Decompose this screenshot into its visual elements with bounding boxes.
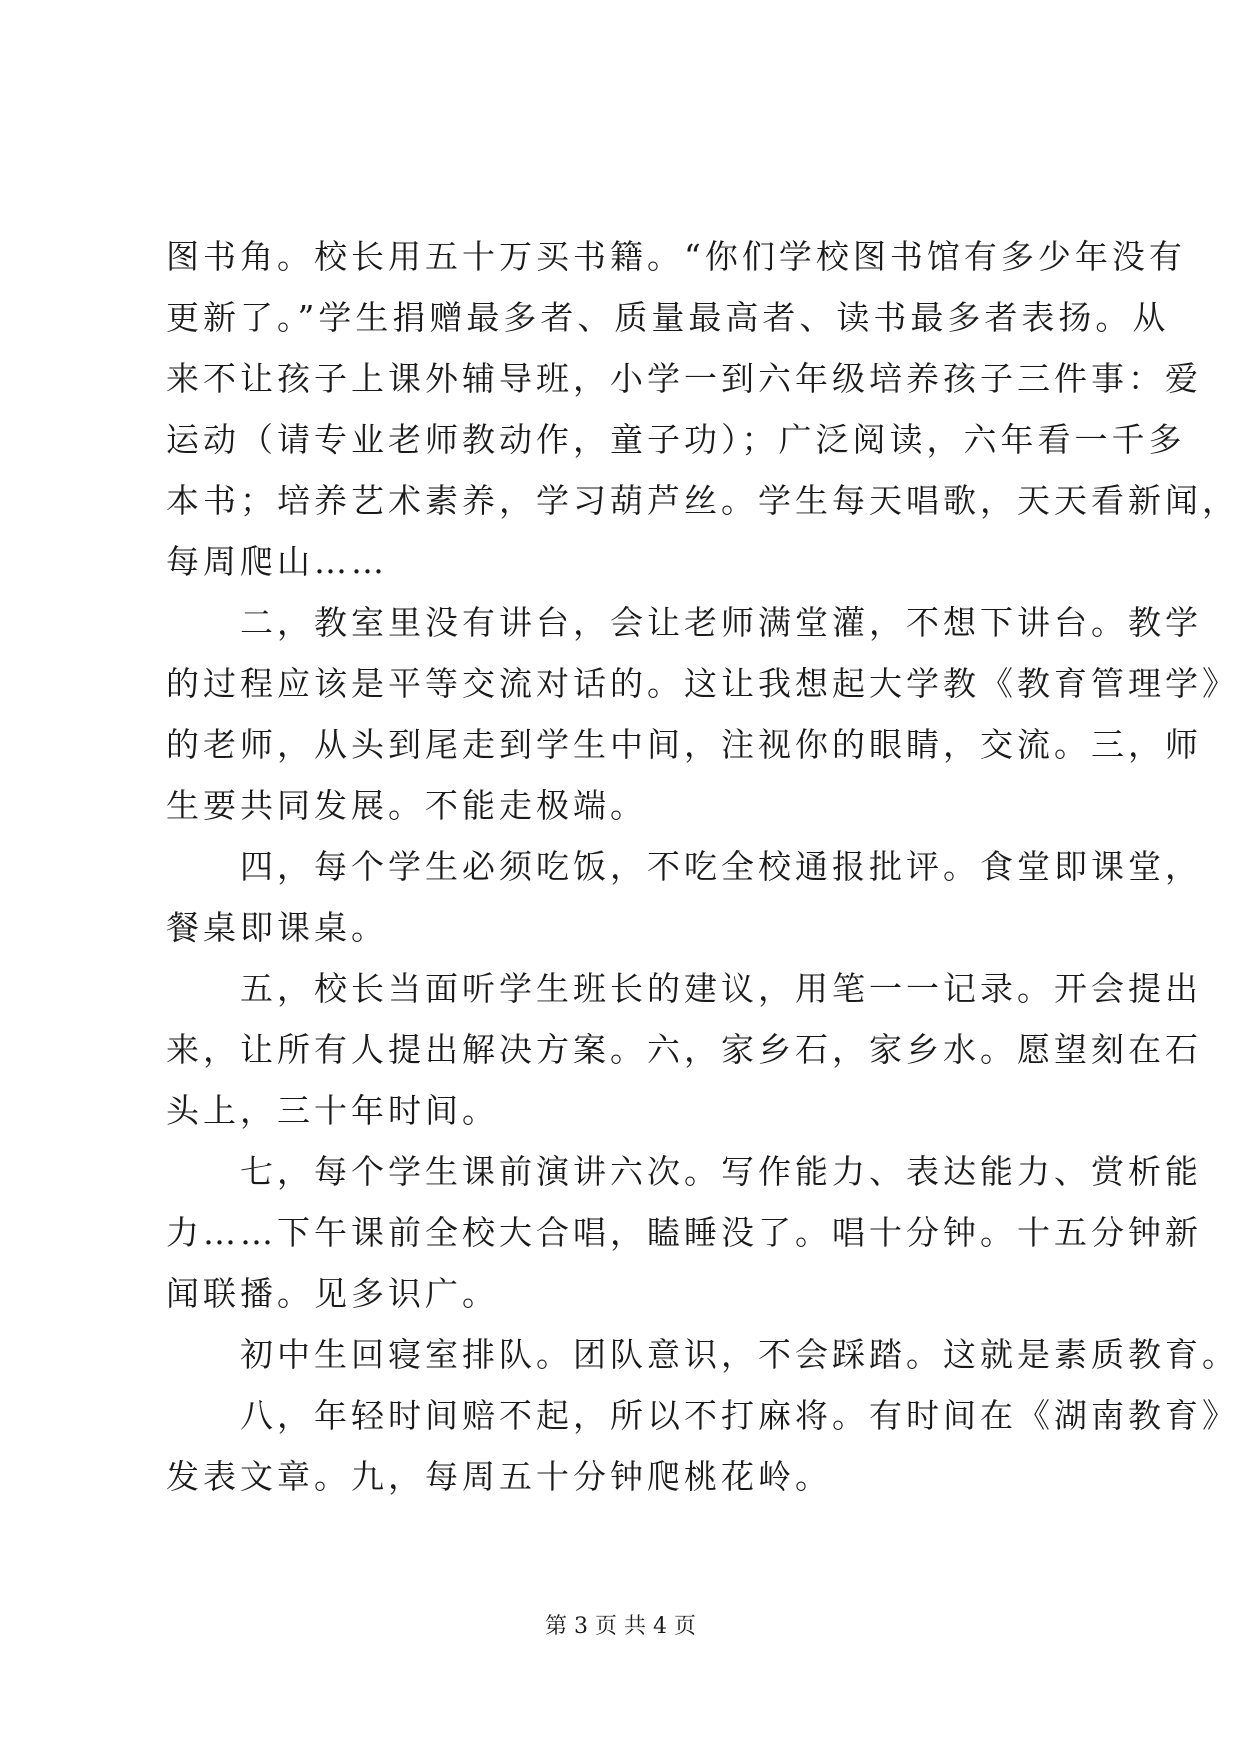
document-body xyxy=(166,226,1239,1507)
text-line: 的过程应该是平等交流对话的。这让我想起大学教《教育管理学》 xyxy=(166,664,1239,703)
text-line: 闻联播。见多识广。 xyxy=(166,1274,499,1313)
text-line: 图书角。校长用五十万买书籍。“你们学校图书馆有多少年没有 xyxy=(166,237,1186,276)
text-line: 的老师，从头到尾走到学生中间，注视你的眼睛，交流。三，师 xyxy=(166,725,1202,764)
text-line: 二，教室里没有讲台，会让老师满堂灌，不想下讲台。教学 xyxy=(166,603,1202,642)
page-number-footer: 第 3 页 共 4 页 xyxy=(545,1614,696,1639)
text-line: 本书；培养艺术素养，学习葫芦丝。学生每天唱歌，天天看新闻， xyxy=(166,481,1239,520)
text-line: 七，每个学生课前演讲六次。写作能力、表达能力、赏析能 xyxy=(166,1152,1202,1191)
text-line: 五，校长当面听学生班长的建议，用笔一一记录。开会提出 xyxy=(166,969,1202,1008)
text-line: 来，让所有人提出解决方案。六，家乡石，家乡水。愿望刻在石 xyxy=(166,1030,1202,1069)
text-line: 头上，三十年时间。 xyxy=(166,1091,499,1130)
text-line: 力……下午课前全校大合唱，瞌睡没了。唱十分钟。十五分钟新 xyxy=(166,1213,1202,1252)
text-line: 更新了。”学生捐赠最多者、质量最高者、读书最多者表扬。从 xyxy=(166,298,1170,337)
text-line: 餐桌即课桌。 xyxy=(166,908,388,947)
text-line: 每周爬山…… xyxy=(166,542,388,581)
text-line: 发表文章。九，每周五十分钟爬桃花岭。 xyxy=(166,1457,832,1496)
text-line: 初中生回寝室排队。团队意识，不会踩踏。这就是素质教育。 xyxy=(166,1335,1239,1374)
text-line: 运动（请专业老师教动作，童子功）；广泛阅读，六年看一千多 xyxy=(166,420,1186,459)
text-line: 生要共同发展。不能走极端。 xyxy=(166,786,647,825)
text-line: 四，每个学生必须吃饭，不吃全校通报批评。食堂即课堂， xyxy=(166,847,1202,886)
text-line: 八，年轻时间赔不起，所以不打麻将。有时间在《湖南教育》 xyxy=(166,1396,1239,1435)
text-line: 来不让孩子上课外辅导班，小学一到六年级培养孩子三件事：爱 xyxy=(166,359,1202,398)
